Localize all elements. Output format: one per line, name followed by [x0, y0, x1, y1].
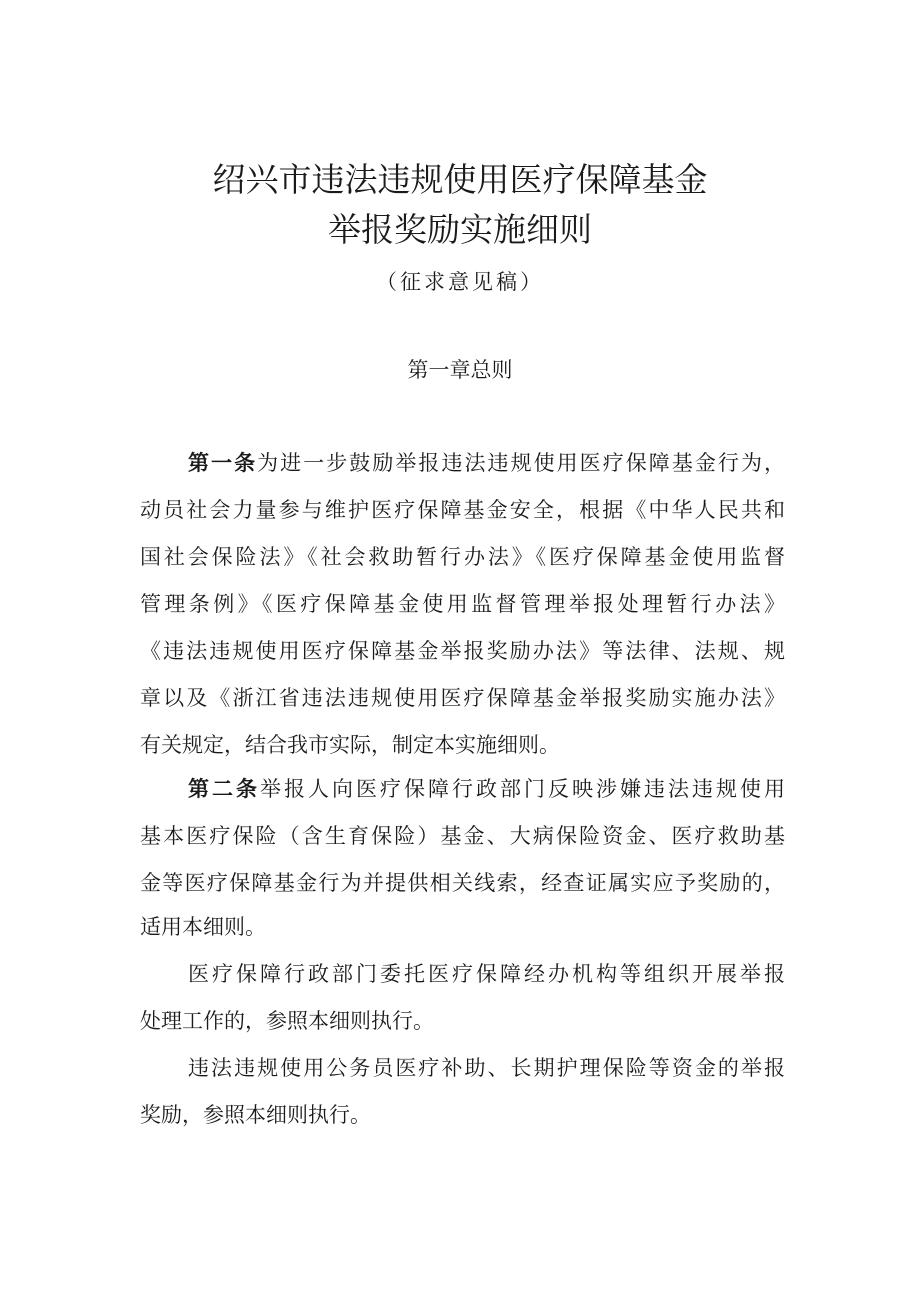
article-1-line-7: 有关规定，结合我市实际，制定本实施细则。	[140, 733, 560, 757]
article-1-line-1	[188, 448, 785, 478]
document-title-line-1: 绍兴市违法违规使用医疗保障基金	[212, 160, 708, 199]
article-1-line-4: 管理条例》《医疗保障基金使用监督管理举报处理暂行办法》	[140, 592, 785, 616]
article-1-line-3: 国社会保险法》《社会救助暂行办法》《医疗保障基金使用监督	[140, 545, 785, 569]
article-1-line-6: 章以及《浙江省违法违规使用医疗保障基金举报奖励实施办法》	[140, 686, 785, 710]
article-2-text: 举报人向医疗保障行政部门反映涉嫌违法违规使用	[260, 777, 785, 801]
article-2-label: 第二条	[188, 777, 260, 801]
paragraph-4-line-1: 违法违规使用公务员医疗补助、长期护理保险等资金的举报	[188, 1056, 785, 1080]
article-2-line-1	[188, 774, 785, 804]
paragraph-4-line-2: 奖励，参照本细则执行。	[140, 1103, 371, 1127]
paragraph-3-line-2: 处理工作的，参照本细则执行。	[140, 1009, 434, 1033]
draft-status-subtitle: （征求意见稿）	[376, 270, 544, 294]
article-2-line-4: 适用本细则。	[140, 915, 266, 939]
article-1-label: 第一条	[188, 451, 258, 475]
paragraph-3-line-1: 医疗保障行政部门委托医疗保障经办机构等组织开展举报	[188, 962, 785, 986]
document-title-line-2: 举报奖励实施细则	[328, 210, 592, 249]
article-1-line-2: 动员社会力量参与维护医疗保障基金安全，根据《中华人民共和	[140, 498, 785, 522]
article-2-line-3: 金等医疗保障基金行为并提供相关线索，经查证属实应予奖励的，	[140, 871, 785, 895]
article-1-line-5: 《违法违规使用医疗保障基金举报奖励办法》等法律、法规、规	[140, 639, 785, 663]
article-2-line-2: 基本医疗保险（含生育保险）基金、大病保险资金、医疗救助基	[140, 824, 785, 848]
chapter-heading: 第一章总则	[407, 358, 513, 382]
article-1-text: 为进一步鼓励举报违法违规使用医疗保障基金行为，	[257, 451, 785, 475]
